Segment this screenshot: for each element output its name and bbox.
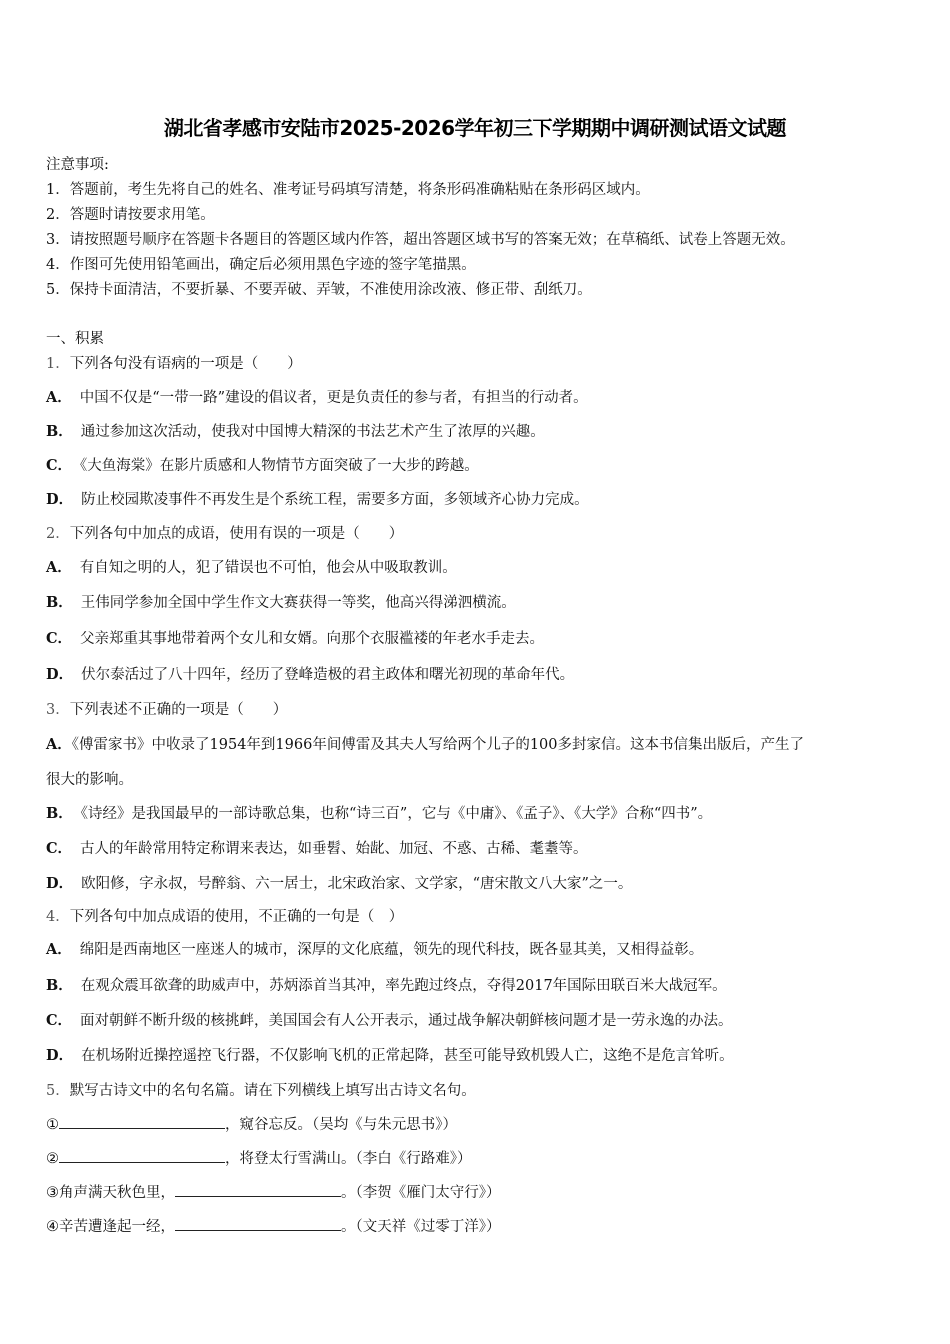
question-1-option-c: [46, 454, 479, 475]
option-text: 绵阳是西南地区一座迷人的城市，深厚的文化底蕴，领先的现代科技，既各显其美，又相得益彰。: [79, 942, 704, 958]
item-text: 。（李贺《雁门太守行》）: [341, 1185, 501, 1201]
answer-blank[interactable]: [175, 1182, 341, 1197]
fill-blank-item: [46, 1113, 457, 1134]
option-label: D．: [46, 491, 74, 508]
option-label: C．: [46, 1012, 73, 1029]
question-number: 5．: [46, 1083, 70, 1099]
option-label: A．: [46, 941, 72, 958]
question-stem-text: 下列各句中加点的成语，使用有误的一项是（ ）: [69, 526, 404, 542]
question-4-stem: [46, 905, 403, 926]
question-1-option-b: [46, 420, 545, 441]
question-5-stem: [46, 1079, 476, 1100]
question-number: 4．: [46, 909, 70, 925]
item-text-before: 辛苦遭逢起一经，: [59, 1219, 175, 1235]
item-marker: ②: [46, 1151, 59, 1167]
answer-blank[interactable]: [175, 1216, 341, 1231]
notice-item: 5．保持卡面清洁，不要折暴、不要弄破、弄皱，不准使用涂改液、修正带、刮纸刀。: [46, 282, 592, 298]
question-3-option-a-continued: 很大的影响。: [46, 772, 133, 788]
fill-blank-item: [46, 1215, 501, 1236]
option-label: B．: [46, 594, 73, 611]
notice-item: 3．请按照题号顺序在答题卡各题目的答题区域内作答，超出答题区域书写的答案无效；在草稿纸、试卷上答题无效。: [46, 232, 795, 248]
answer-blank[interactable]: [59, 1114, 225, 1129]
option-text: 面对朝鲜不断升级的核挑衅，美国国会有人公开表示，通过战争解决朝鲜核问题才是一劳永逸的办法。: [80, 1013, 733, 1029]
answer-blank[interactable]: [59, 1148, 225, 1163]
question-number: 2．: [46, 526, 70, 542]
option-label: B．: [46, 423, 73, 440]
question-2-option-c: [46, 627, 544, 648]
question-4-option-d: [46, 1044, 734, 1065]
option-text: 欧阳修，字永叔，号醉翁、六一居士，北宋政治家、文学家，“唐宋散文八大家”之一。: [81, 876, 633, 892]
item-marker: ③: [46, 1185, 59, 1201]
option-text: 《傅雷家书》中收录了1954年到1966年间傅雷及其夫人写给两个儿子的100多封家信。这本书信集出版后，产生了: [71, 737, 804, 753]
option-label: B．: [46, 977, 73, 994]
option-text: 古人的年龄常用特定称谓来表达，如垂髫、始龀、加冠、不惑、古稀、耄耋等。: [80, 841, 588, 857]
question-3-option-b: [46, 802, 712, 823]
question-1-option-d: [46, 488, 589, 509]
option-text: 有自知之明的人，犯了错误也不可怕，他会从中吸取教训。: [79, 560, 457, 576]
item-text: ，窥谷忘反。（吴均《与朱元思书》）: [225, 1117, 457, 1133]
option-label: D．: [46, 1047, 74, 1064]
question-3-option-c: [46, 837, 588, 858]
option-text: 防止校园欺凌事件不再发生是个系统工程，需要多方面，多领域齐心协力完成。: [81, 492, 589, 508]
question-4-option-c: [46, 1009, 733, 1030]
question-2-stem: [46, 522, 403, 543]
item-text-before: 角声满天秋色里，: [59, 1185, 175, 1201]
question-stem-text: 默写古诗文中的名句名篇。请在下列横线上填写出古诗文名句。: [69, 1083, 476, 1099]
question-3-option-d: [46, 872, 632, 893]
option-text: 中国不仅是“一带一路”建设的倡议者，更是负责任的参与者，有担当的行动者。: [79, 390, 588, 406]
option-text: 在观众震耳欲聋的助威声中，苏炳添首当其冲，率先跑过终点，夺得2017年国际田联百米大战冠军。: [80, 978, 727, 994]
option-label: B．: [46, 805, 73, 822]
option-text: 王伟同学参加全国中学生作文大赛获得一等奖，他高兴得涕泗横流。: [80, 595, 516, 611]
notice-item: 1．答题前，考生先将自己的姓名、准考证号码填写清楚，将条形码准确粘贴在条形码区域内。: [46, 182, 650, 198]
item-marker: ④: [46, 1219, 59, 1235]
item-text: ，将登太行雪满山。（李白《行路难》）: [225, 1151, 472, 1167]
fill-blank-item: [46, 1181, 501, 1202]
question-4-option-b: [46, 974, 727, 995]
question-1-stem: [46, 352, 302, 373]
question-stem-text: 下列表述不正确的一项是（ ）: [69, 702, 288, 718]
option-text: 在机场附近操控遥控飞行器，不仅影响飞机的正常起降，甚至可能导致机毁人亡，这绝不是危言耸听。: [81, 1048, 734, 1064]
section-heading: 一、积累: [46, 331, 104, 347]
option-label: C．: [46, 457, 73, 474]
question-stem-text: 下列各句中加点成语的使用，不正确的一句是（ ）: [69, 909, 404, 925]
question-1-option-a: [46, 386, 588, 407]
question-3-option-a: [46, 733, 804, 754]
option-label: C．: [46, 840, 73, 857]
option-label: D．: [46, 666, 74, 683]
notice-item: 4．作图可先使用铅笔画出，确定后必须用黑色字迹的签字笔描黑。: [46, 257, 476, 273]
page-title: 湖北省孝感市安陆市2025-2026学年初三下学期期中调研测试语文试题: [163, 116, 787, 140]
question-3-stem: [46, 698, 287, 719]
question-2-option-a: [46, 556, 457, 577]
option-text: 《诗经》是我国最早的一部诗歌总集，也称“诗三百”，它与《中庸》、《孟子》、《大学》合称“四书”。: [80, 806, 713, 822]
notice-item: 2．答题时请按要求用笔。: [46, 207, 215, 223]
question-stem-text: 下列各句没有语病的一项是（ ）: [69, 356, 302, 372]
item-text: 。（文天祥《过零丁洋》）: [341, 1219, 501, 1235]
option-label: A．: [46, 389, 72, 406]
option-label: D．: [46, 875, 74, 892]
option-text: 伏尔泰活过了八十四年，经历了登峰造极的君主政体和曙光初现的革命年代。: [81, 667, 575, 683]
fill-blank-item: [46, 1147, 472, 1168]
question-number: 1．: [46, 356, 70, 372]
option-label: A．: [46, 559, 72, 576]
option-text: 通过参加这次活动，使我对中国博大精深的书法艺术产生了浓厚的兴趣。: [80, 424, 545, 440]
question-4-option-a: [46, 938, 703, 959]
option-text: 父亲郑重其事地带着两个女儿和女婿。向那个衣服褴褛的年老水手走去。: [80, 631, 545, 647]
question-2-option-b: [46, 591, 516, 612]
option-label: A．: [46, 736, 72, 753]
question-number: 3．: [46, 702, 70, 718]
item-marker: ①: [46, 1117, 59, 1133]
question-2-option-d: [46, 663, 574, 684]
option-label: C．: [46, 630, 73, 647]
notice-heading: 注意事项:: [46, 157, 109, 173]
option-text: 《大鱼海棠》在影片质感和人物情节方面突破了一大步的跨越。: [80, 458, 479, 474]
